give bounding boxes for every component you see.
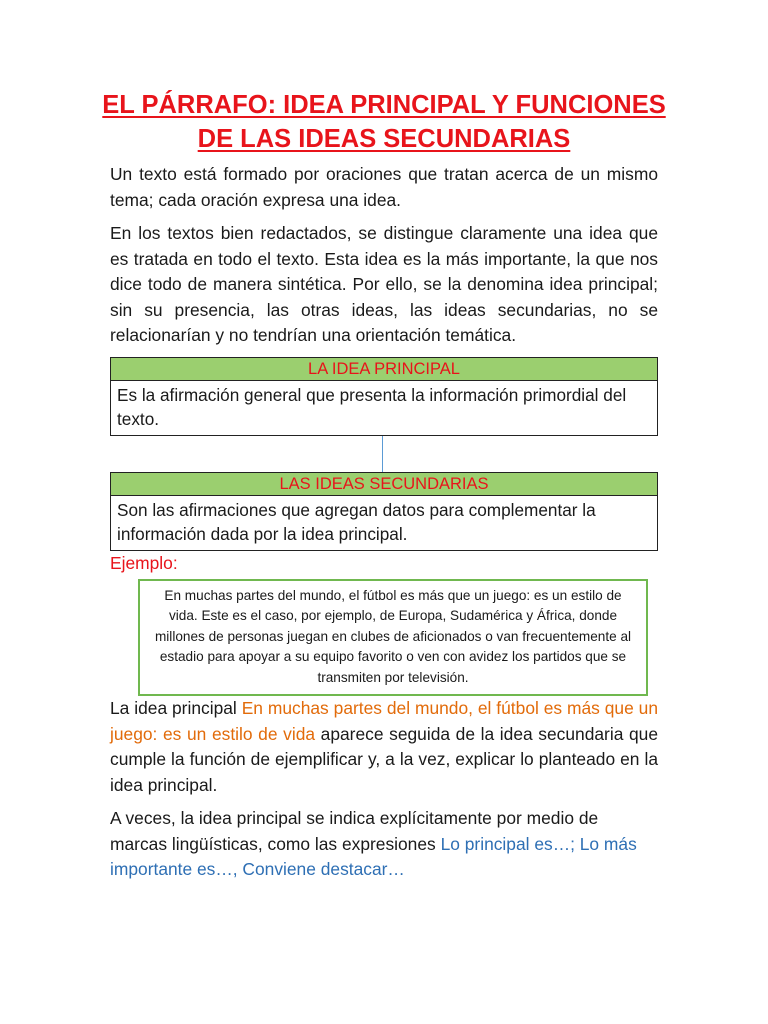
connector <box>110 436 658 472</box>
title-line-1: EL PÁRRAFO: IDEA PRINCIPAL Y FUNCIONES <box>102 91 666 119</box>
main-idea-box <box>110 357 658 436</box>
example-label: Ejemplo: <box>110 552 178 573</box>
markers-paragraph <box>110 806 658 883</box>
intro-paragraph: Un texto está formado por oraciones que tratan acerca de un mismo tema; cada oración expresa una idea. <box>110 164 658 210</box>
explanation-prefix: La idea principal <box>110 698 242 718</box>
main-idea-body: Es la afirmación general que presenta la información primordial del texto. <box>117 384 627 429</box>
page-title <box>90 88 678 156</box>
explanation-suffix: aparece seguida de la idea secundaria que cumple la función de ejemplificar y, a la vez, explicar lo planteado en la idea principal. <box>110 723 658 795</box>
secondary-ideas-header: LAS IDEAS SECUNDARIAS <box>111 473 657 496</box>
title-line-2: DE LAS IDEAS SECUNDARIAS <box>197 125 571 153</box>
connector-line <box>382 436 383 472</box>
markers-prefix: A veces, la idea principal se indica explícitamente por medio de marcas lingüísticas, como las expresiones <box>110 808 599 854</box>
secondary-ideas-box <box>110 472 658 551</box>
explanation-paragraph <box>110 696 658 798</box>
main-idea-highlight: En muchas partes del mundo, el fútbol es más que un juego: es un estilo de vida <box>110 698 659 744</box>
main-idea-header: LA IDEA PRINCIPAL <box>111 358 657 381</box>
example-text: En muchas partes del mundo, el fútbol es más que un juego: es un estilo de vida. Este es el caso, por ejemplo, de Europa, Sudamérica y África, donde millones de personas juegan en clubes de aficionados o van frecuentemente al estadio para apoyar a su equipo favorito o ven con avidez los partidos que se transmiten por televisión. <box>154 587 632 685</box>
example-box <box>138 579 648 697</box>
document-page <box>102 88 666 891</box>
secondary-ideas-body: Son las afirmaciones que agregan datos para complementar la información dada por la idea principal. <box>117 499 596 544</box>
marker-expressions: Lo principal es…; Lo más importante es…, Conviene destacar… <box>110 833 637 879</box>
definition-paragraph: En los textos bien redactados, se distingue claramente una idea que es tratada en todo el texto. Esta idea es la más importante, la que nos dice todo de manera sintética. Por ello, se la denomina idea principal; sin su presencia, las otras ideas, las ideas secundarias, no se relacionarían y no tendrían una orientación temática. <box>110 223 658 345</box>
